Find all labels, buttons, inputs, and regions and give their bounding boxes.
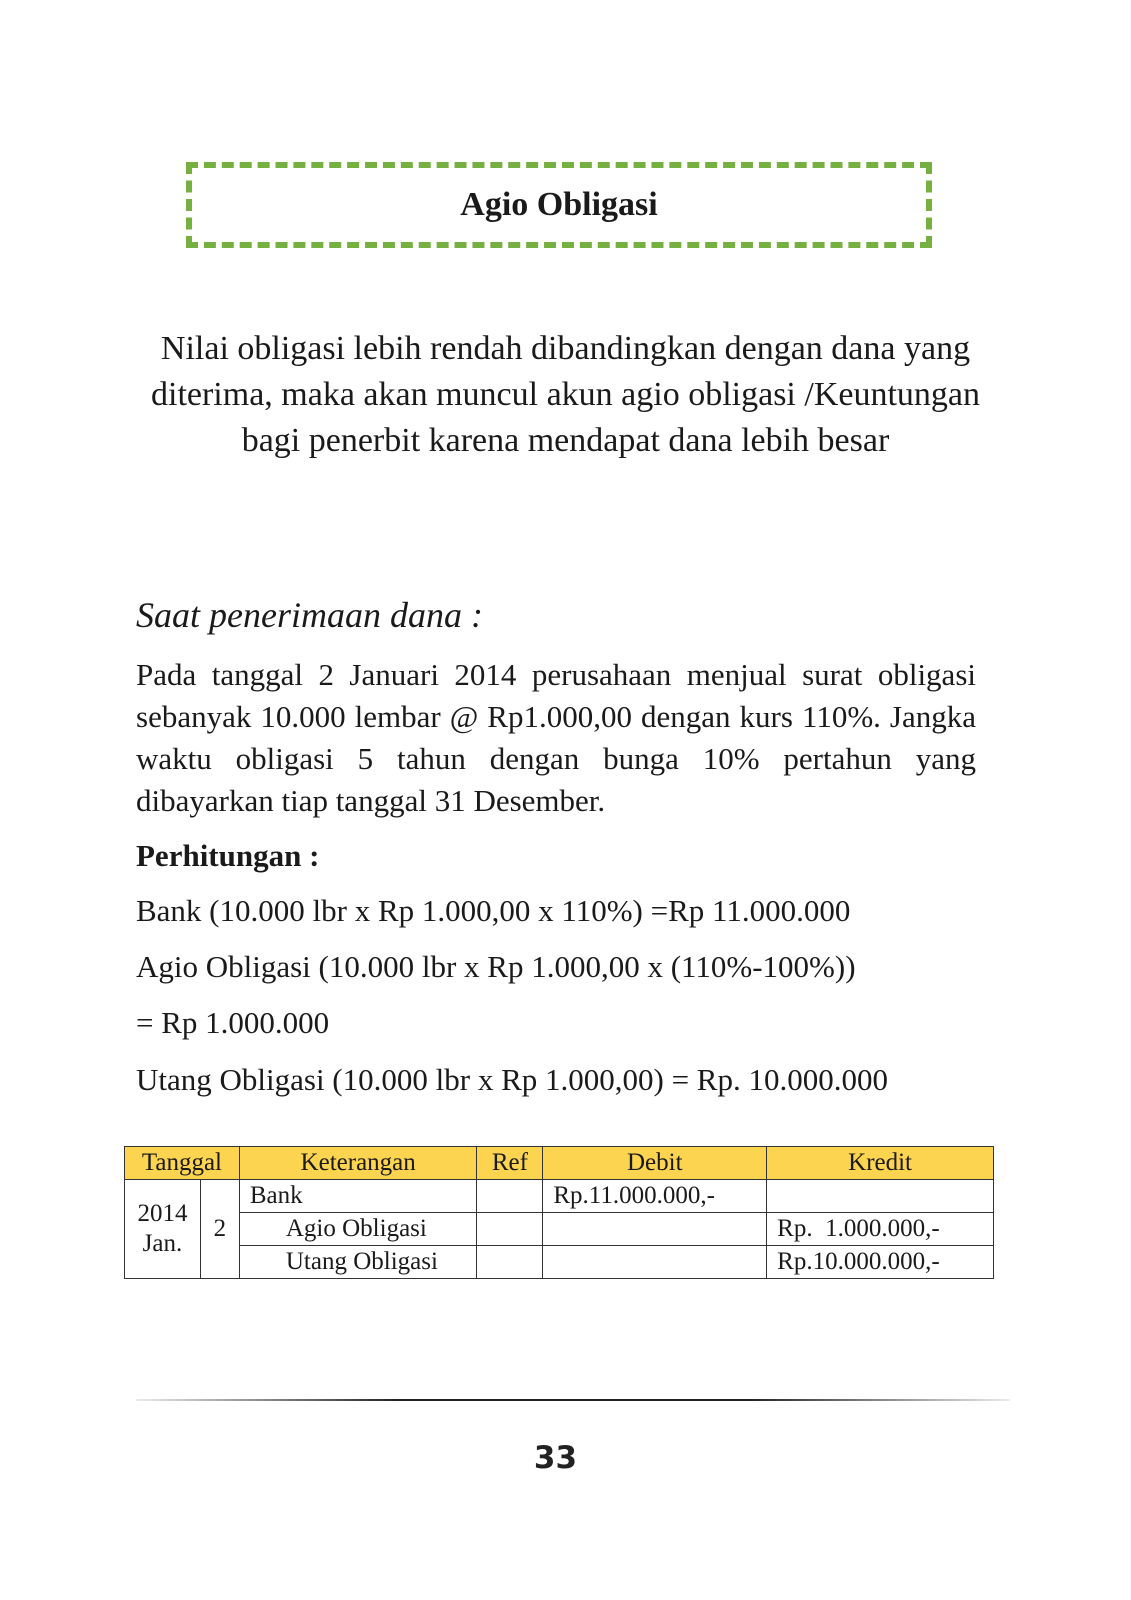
intro-text: Nilai obligasi lebih rendah dibandingkan dengan dana yang diterima, maka akan muncul akun agio obligasi /Keuntungan bagi penerbit karena mendapat dana lebih besar [151,330,980,459]
table-row [125,1180,994,1213]
header-ref: Ref [477,1147,543,1180]
journal-header-row [125,1147,994,1180]
debit-cell: Rp.11.000.000,- [543,1180,767,1213]
page-number: 33 [533,1440,578,1476]
table-row [125,1246,994,1279]
keterangan-cell: Agio Obligasi [239,1213,477,1246]
table-row [125,1213,994,1246]
header-debit: Debit [543,1147,767,1180]
ref-cell [477,1180,543,1213]
calc-line-bank: Bank (10.000 lbr x Rp 1.000,00 x 110%) =Rp 11.000.000 [136,893,851,928]
journal-table [124,1146,994,1279]
calc-heading: Perhitungan : [136,838,320,873]
header-keterangan: Keterangan [239,1147,477,1180]
debit-cell [543,1246,767,1279]
section-subheading: Saat penerimaan dana : [136,595,483,635]
day-cell: 2 [200,1180,239,1279]
keterangan-cell: Utang Obligasi [239,1246,477,1279]
calc-line-agio: Agio Obligasi (10.000 lbr x Rp 1.000,00 x (110%-100%)) [136,949,856,984]
case-paragraph: Pada tanggal 2 Januari 2014 perusahaan menjual surat obligasi sebanyak 10.000 lembar @ Rp1.000,00 dengan kurs 110%. Jangka waktu obligasi 5 tahun dengan bunga 10% pertahun yang dibayarkan tiap tanggal 31 Desember. [136,657,976,818]
kredit-cell [767,1180,994,1213]
kredit-cell: Rp. 1.000.000,- [767,1213,994,1246]
header-kredit: Kredit [767,1147,994,1180]
title-box [186,162,932,248]
ref-cell [477,1213,543,1246]
year-month-cell: 2014 Jan. [125,1180,201,1279]
ref-cell [477,1246,543,1279]
page-title: Agio Obligasi [460,186,658,223]
calc-line-agio-result: = Rp 1.000.000 [136,1005,330,1040]
footer-divider [136,1399,1010,1401]
calc-line-utang: Utang Obligasi (10.000 lbr x Rp 1.000,00) = Rp. 10.000.000 [136,1062,888,1097]
keterangan-cell: Bank [239,1180,477,1213]
kredit-cell: Rp.10.000.000,- [767,1246,994,1279]
debit-cell [543,1213,767,1246]
header-tanggal: Tanggal [125,1147,240,1180]
